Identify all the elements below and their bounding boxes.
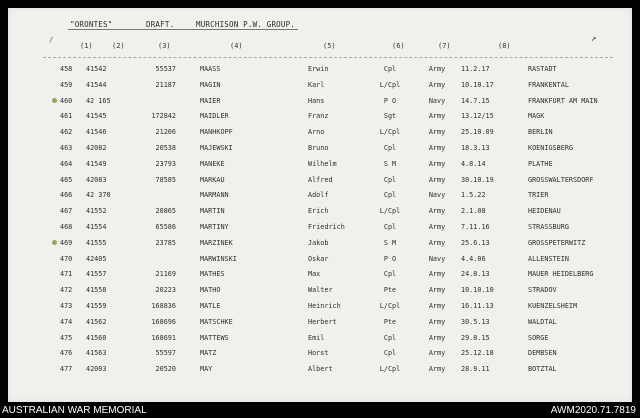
table-row	[8, 140, 632, 156]
pw-number-cell: 41552	[86, 207, 107, 216]
given-name-cell: Horst	[308, 349, 329, 358]
birth-date-cell: 16.11.13	[461, 301, 494, 310]
surname-cell: MARTINY	[200, 222, 229, 231]
pw-number-cell: 42082	[86, 143, 107, 152]
footer-accession: AWM2020.71.7819	[550, 405, 636, 416]
given-name-cell: Friedrich	[308, 222, 345, 231]
column-number: (1)	[80, 42, 93, 50]
pw-number-cell: 41557	[86, 270, 107, 279]
birthplace-cell: PLATHE	[528, 159, 553, 168]
rank-cell: S M	[383, 238, 397, 247]
pw-number-cell: 41554	[86, 222, 107, 231]
footer-credit: AUSTRALIAN WAR MEMORIAL	[2, 405, 147, 416]
birthplace-cell: RASTADT	[528, 65, 557, 73]
rank-cell: Sgt	[383, 112, 397, 121]
column-numbers	[8, 42, 632, 54]
surname-cell: MARMANN	[200, 191, 229, 200]
birthplace-cell: DEMBSEN	[528, 349, 557, 358]
header-draft: DRAFT.	[146, 20, 175, 29]
rank-cell: Cpl	[383, 270, 397, 279]
margin-tick-icon: ∕	[49, 36, 54, 44]
given-name-cell: Alfred	[308, 175, 333, 184]
table-row	[8, 345, 632, 361]
given-name-cell: Hans	[308, 96, 325, 105]
surname-cell: MAY	[200, 365, 213, 374]
table-row	[8, 203, 632, 219]
rank-cell: Cpl	[383, 349, 397, 358]
given-name-cell: Emil	[308, 333, 325, 342]
surname-cell: MATLE	[200, 301, 221, 310]
rank-cell: L/Cpl	[379, 207, 401, 216]
table-row	[8, 266, 632, 282]
rank-cell: P O	[383, 254, 397, 263]
army-number-cell: 20223	[155, 286, 176, 295]
column-number: (2)	[112, 42, 125, 50]
birthplace-cell: WALDTAL	[528, 317, 557, 326]
pw-number-cell: 42 165	[86, 96, 111, 105]
service-cell: Army	[428, 112, 446, 121]
given-name-cell: Jakob	[308, 238, 329, 247]
birth-date-cell: 25.12.18	[461, 349, 494, 358]
pw-number-cell: 41562	[86, 317, 107, 326]
rank-cell: Cpl	[383, 222, 397, 231]
document-sheet	[8, 8, 632, 402]
service-cell: Army	[428, 65, 446, 73]
pw-number-cell: 41542	[86, 65, 107, 73]
serial-number-cell: 477	[60, 365, 73, 374]
serial-number-cell: 460	[60, 96, 73, 105]
service-cell: Army	[428, 301, 446, 310]
serial-number-cell: 459	[60, 80, 73, 89]
records-table	[8, 61, 632, 377]
serial-number-cell: 463	[60, 143, 73, 152]
given-name-cell: Herbert	[308, 317, 337, 326]
birth-date-cell: 4.4.06	[461, 254, 486, 263]
birth-date-cell: 4.8.14	[461, 159, 486, 168]
birthplace-cell: BERLIN	[528, 128, 553, 137]
table-row	[8, 251, 632, 267]
serial-number-cell: 469	[60, 238, 73, 247]
pw-number-cell: 41544	[86, 80, 107, 89]
pw-number-cell: 41559	[86, 301, 107, 310]
given-name-cell: Max	[308, 270, 321, 279]
given-name-cell: Albert	[308, 365, 333, 374]
service-cell: Army	[428, 143, 446, 152]
margin-arrow-icon: ↗	[591, 34, 597, 44]
army-number-cell: 168691	[151, 333, 176, 342]
surname-cell: MAJEWSKI	[200, 143, 233, 152]
service-cell: Army	[428, 222, 446, 231]
service-cell: Army	[428, 128, 446, 137]
rank-cell: Cpl	[383, 333, 397, 342]
surname-cell: MATHO	[200, 286, 221, 295]
given-name-cell: Walter	[308, 286, 333, 295]
birth-date-cell: 1.5.22	[461, 191, 486, 200]
rank-cell: Pte	[383, 286, 397, 295]
army-number-cell: 20538	[155, 143, 176, 152]
army-number-cell: 172842	[151, 112, 176, 121]
birth-date-cell: 7.11.16	[461, 222, 490, 231]
given-name-cell: Heinrich	[308, 301, 341, 310]
birthplace-cell: GROSSWALTERSDORF	[528, 175, 594, 184]
header-group: MURCHISON P.W. GROUP.	[196, 20, 296, 29]
birth-date-cell: 24.8.13	[461, 270, 490, 279]
rank-cell: Cpl	[383, 143, 397, 152]
column-number: (6)	[392, 42, 405, 50]
surname-cell: MARWINSKI	[200, 254, 237, 263]
column-number: (4)	[230, 42, 243, 50]
pw-number-cell: 41560	[86, 333, 107, 342]
surname-cell: MAIDLER	[200, 112, 229, 121]
given-name-cell: Franz	[308, 112, 329, 121]
pw-number-cell: 42083	[86, 175, 107, 184]
birthplace-cell: MAGK	[528, 112, 545, 121]
surname-cell: MAIER	[200, 96, 221, 105]
serial-number-cell: 474	[60, 317, 73, 326]
table-row	[8, 235, 632, 251]
column-number: (3)	[158, 42, 171, 50]
service-cell: Army	[428, 238, 446, 247]
birth-date-cell: 30.5.13	[461, 317, 490, 326]
table-row	[8, 124, 632, 140]
birth-date-cell: 13.12/15	[461, 112, 494, 121]
birth-date-cell: 28.9.11	[461, 365, 490, 374]
table-row	[8, 172, 632, 188]
birthplace-cell: HEIDENAU	[528, 207, 561, 216]
margin-dot-icon	[52, 98, 57, 103]
service-cell: Navy	[428, 254, 446, 263]
given-name-cell: Adolf	[308, 191, 329, 200]
army-number-cell: 20865	[155, 207, 176, 216]
army-number-cell: 21169	[155, 270, 176, 279]
birthplace-cell: ALLENSTEIN	[528, 254, 569, 263]
birthplace-cell: STRADOV	[528, 286, 557, 295]
table-row	[8, 219, 632, 235]
column-number: (7)	[438, 42, 451, 50]
pw-number-cell: 41555	[86, 238, 107, 247]
rank-cell: Cpl	[383, 191, 397, 200]
serial-number-cell: 467	[60, 207, 73, 216]
rank-cell: P O	[383, 96, 397, 105]
rank-cell: Cpl	[383, 65, 397, 73]
serial-number-cell: 465	[60, 175, 73, 184]
service-cell: Army	[428, 207, 446, 216]
birthplace-cell: KOENIGSBERG	[528, 143, 574, 152]
service-cell: Army	[428, 317, 446, 326]
birth-date-cell: 18.3.13	[461, 143, 490, 152]
given-name-cell: Erwin	[308, 65, 329, 73]
column-number: (5)	[323, 42, 336, 50]
army-number-cell: 55597	[155, 349, 176, 358]
surname-cell: MAGIN	[200, 80, 221, 89]
service-cell: Navy	[428, 96, 446, 105]
service-cell: Army	[428, 80, 446, 89]
table-row	[8, 108, 632, 124]
birthplace-cell: TRIER	[528, 191, 549, 200]
pw-number-cell: 41546	[86, 128, 107, 137]
given-name-cell: Oskar	[308, 254, 329, 263]
pw-number-cell: 41545	[86, 112, 107, 121]
birth-date-cell: 2.1.08	[461, 207, 486, 216]
birthplace-cell: SORGE	[528, 333, 549, 342]
birth-date-cell: 10.10.17	[461, 80, 494, 89]
given-name-cell: Wilhelm	[308, 159, 337, 168]
rank-cell: L/Cpl	[379, 128, 401, 137]
table-row	[8, 282, 632, 298]
serial-number-cell: 476	[60, 349, 73, 358]
birthplace-cell: FRANKENTAL	[528, 80, 569, 89]
service-cell: Army	[428, 286, 446, 295]
table-row	[8, 61, 632, 77]
service-cell: Army	[428, 333, 446, 342]
birthplace-cell: KUENZELSHEIM	[528, 301, 578, 310]
rank-cell: L/Cpl	[379, 301, 401, 310]
given-name-cell: Arno	[308, 128, 325, 137]
army-number-cell: 23793	[155, 159, 176, 168]
surname-cell: MARZINEK	[200, 238, 233, 247]
army-number-cell: 23785	[155, 238, 176, 247]
service-cell: Navy	[428, 191, 446, 200]
rank-cell: L/Cpl	[379, 365, 401, 374]
surname-cell: MAASS	[200, 65, 221, 73]
pw-number-cell: 41549	[86, 159, 107, 168]
rank-cell: Pte	[383, 317, 397, 326]
army-number-cell: 21187	[155, 80, 176, 89]
surname-cell: MATTEWS	[200, 333, 229, 342]
given-name-cell: Karl	[308, 80, 325, 89]
table-row	[8, 156, 632, 172]
surname-cell: MARTIN	[200, 207, 225, 216]
serial-number-cell: 470	[60, 254, 73, 263]
service-cell: Army	[428, 159, 446, 168]
birthplace-cell: BOTZTAL	[528, 365, 557, 374]
serial-number-cell: 471	[60, 270, 73, 279]
table-row	[8, 314, 632, 330]
serial-number-cell: 466	[60, 191, 73, 200]
serial-number-cell: 458	[60, 65, 73, 73]
army-number-cell: 78585	[155, 175, 176, 184]
rank-cell: L/Cpl	[379, 80, 401, 89]
surname-cell: MARKAU	[200, 175, 225, 184]
surname-cell: MANEKE	[200, 159, 225, 168]
pw-number-cell: 42003	[86, 365, 107, 374]
table-row	[8, 93, 632, 109]
table-row	[8, 77, 632, 93]
birth-date-cell: 25.6.13	[461, 238, 490, 247]
army-number-cell: 20520	[155, 365, 176, 374]
birthplace-cell: MAUER HEIDELBERG	[528, 270, 594, 279]
surname-cell: MATZ	[200, 349, 217, 358]
birthplace-cell: GROSSPETERWITZ	[528, 238, 586, 247]
pw-number-cell: 42 370	[86, 191, 111, 200]
surname-cell: MANHKOPF	[200, 128, 233, 137]
serial-number-cell: 464	[60, 159, 73, 168]
army-number-cell: 21206	[155, 128, 176, 137]
surname-cell: MATSCHKE	[200, 317, 233, 326]
birth-date-cell: 30.10.19	[461, 175, 494, 184]
serial-number-cell: 462	[60, 128, 73, 137]
header-rule	[43, 57, 613, 58]
birth-date-cell: 14.7.15	[461, 96, 490, 105]
service-cell: Army	[428, 270, 446, 279]
margin-dot-icon	[52, 240, 57, 245]
header-ship: "ORONTES"	[70, 20, 113, 29]
service-cell: Army	[428, 175, 446, 184]
serial-number-cell: 461	[60, 112, 73, 121]
birth-date-cell: 10.10.10	[461, 286, 494, 295]
table-row	[8, 298, 632, 314]
army-number-cell: 168696	[151, 317, 176, 326]
table-row	[8, 361, 632, 377]
serial-number-cell: 468	[60, 222, 73, 231]
rank-cell: Cpl	[383, 175, 397, 184]
given-name-cell: Bruno	[308, 143, 329, 152]
birth-date-cell: 29.8.15	[461, 333, 490, 342]
pw-number-cell: 42405	[86, 254, 107, 263]
birthplace-cell: STRASSBURG	[528, 222, 569, 231]
table-row	[8, 187, 632, 203]
birth-date-cell: 25.10.09	[461, 128, 494, 137]
header-underline	[68, 29, 298, 30]
army-number-cell: 55537	[155, 65, 176, 73]
surname-cell: MATHES	[200, 270, 225, 279]
army-number-cell: 65586	[155, 222, 176, 231]
service-cell: Army	[428, 365, 446, 374]
rank-cell: S M	[383, 159, 397, 168]
column-number: (8)	[498, 42, 511, 50]
serial-number-cell: 475	[60, 333, 73, 342]
table-row	[8, 330, 632, 346]
serial-number-cell: 472	[60, 286, 73, 295]
birthplace-cell: FRANKFURT AM MAIN	[528, 96, 598, 105]
given-name-cell: Erich	[308, 207, 329, 216]
pw-number-cell: 41558	[86, 286, 107, 295]
army-number-cell: 168836	[151, 301, 176, 310]
service-cell: Army	[428, 349, 446, 358]
serial-number-cell: 473	[60, 301, 73, 310]
pw-number-cell: 41563	[86, 349, 107, 358]
birth-date-cell: 11.2.17	[461, 65, 490, 73]
